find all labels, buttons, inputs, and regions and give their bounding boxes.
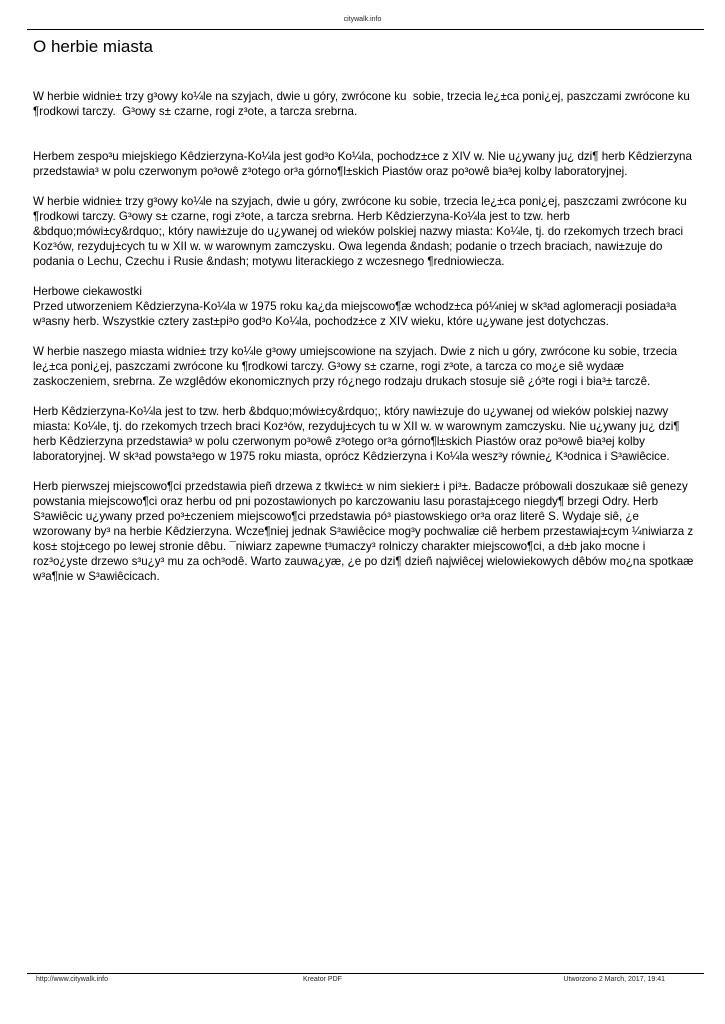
footer-created-date: Utworzono 2 March, 2017, 19:41 [563,976,665,983]
paragraph-speaking-arms: Herb Kêdzierzyna-Ko¼la jest to tzw. herb &bdquo;mówi±cy&rdquo;, który nawi±zuje do u¿ywanej od wieków polskiej nazwy miasta: Ko¼le, tj. do rzekomych trzech braci Koz³ów, rezyduj±cych tu w XII w. w warownym zamczysku. Nie u¿ywany ju¿ dzi¶ herb Kêdzierzyna przedstawia³ w polu czerwonym po³owê z³otego or³a górno¶l±skich Piastów oraz po³owê bia³ej kolby laboratoryjnej. W sk³ad powsta³ego w 1975 roku miasta, oprócz Kêdzierzyna i Ko¼la wesz³y równie¿ K³odnica i S³awiêcice. [33,405,683,463]
section-heading-curiosities: Herbowe ciekawostki [33,285,142,298]
paragraph-intro: W herbie widnie± trzy g³owy ko¼le na szyjach, dwie u góry, zwrócone ku sobie, trzecia le¿±ca poni¿ej, paszczami zwrócone ku ¶rodkowi tarczy. G³owy s± czarne, rogi z³ote, a tarcza srebrna. [33,90,694,118]
header-divider [27,29,704,30]
page-title: O herbie miasta [33,37,153,56]
footer-url-link[interactable]: http://www.citywalk.info [36,976,108,983]
paragraph-history: Herbem zespo³u miejskiego Kêdzierzyna-Ko¼la jest god³o Ko¼la, pochodz±ce z XIV w. Nie u¿ywany ju¿ dzi¶ herb Kêdzierzyna przedstawia³ w polu czerwonym po³owê z³otego or³a górno¶l±skich Piastów oraz po³owê bia³ej kolby laboratoryjnej. [33,150,696,178]
footer-divider [27,973,704,974]
paragraph-before-1975: Przed utworzeniem Kêdzierzyna-Ko¼la w 1975 roku ka¿da miejscowo¶æ wchodz±ca pó¼niej w sk³ad aglomeracji posiada³a w³asny herb. Wszystkie cztery zast±pi³o god³o Ko¼la, pochodz±ce z XIV wieku, które u¿ywane jest dotychczas. [33,300,680,328]
paragraph-legend: W herbie widnie± trzy g³owy ko¼le na szyjach, dwie u góry, zwrócone ku sobie, trzecia le¿±ca poni¿ej, paszczami zwrócone ku ¶rodkowi tarczy. G³owy s± czarne, rogi z³ote, a tarcza srebrna. Herb Kêdzierzyna-Ko¼la jest to tzw. herb &bdquo;mówi±cy&rdquo;, który nawi±zuje do u¿ywanej od wieków polskiej nazwy miasta: Ko¼le, tj. do rzekomych trzech braci Koz³ów, rezyduj±cych tu w XII w. w warownym zamczysku. Owa legenda &ndash; podanie o trzech braciach, nawi±zuje do podania o Lechu, Czechu i Rusie &ndash; motywu literackiego z wczesnego ¶redniowiecza. [33,195,690,268]
paragraph-coat-description: W herbie naszego miasta widnie± trzy ko¼le g³owy umiejscowione na szyjach. Dwie z nich u góry, zwrócone ku sobie, trzecia le¿±ca poni¿ej, paszczami zwrócone ku ¶rodkowi tarczy. G³owy s± czarne, rogi z³ote, a tarcza co mo¿e siê wydaæ zaskoczeniem, srebrna. Ze wzglêdów ekonomicznych przy ró¿nego rodzaju drukach stosuje siê ¿ó³te rogi i bia³± tarczê. [33,345,681,388]
paragraph-first-locality: Herb pierwszej miejscowo¶ci przedstawia pieñ drzewa z tkwi±c± w nim siekier± i pi³±. Badacze próbowali doszukaæ siê genezy powstania miejscowo¶ci oraz herbu od pni pozostawionych po karczowaniu lasu porastaj±cego niegdy¶ brzegi Odry. Herb S³awiêcic u¿ywany przed po³±czeniem miejscowo¶ci przedstawia pó³ piastowskiego or³a oraz literê S. Wydaje siê, ¿e wzorowany by³ na herbie Kêdzierzyna. Wcze¶niej jednak S³awiêcice mog³y pochwaliæ ciê herbem przestawiaj±cym ¼niwiarza z kos± stoj±cego po lewej stronie dêbu. ¯niwiarz zapewne t³umaczy³ rolniczy charakter miejscowo¶ci, a d±b jako mocne i roz³o¿yste drzewo s³u¿y³ mu za och³odê. Warto zauwa¿yæ, ¿e po dzi¶ dzieñ najwiêcej wielowiekowych dêbów mo¿na spotkaæ w³a¶nie w S³awiêcicach. [33,480,697,583]
header-site-name: citywalk.info [343,16,382,23]
footer-generator: Kreator PDF [303,976,342,983]
article-body [33,89,698,599]
